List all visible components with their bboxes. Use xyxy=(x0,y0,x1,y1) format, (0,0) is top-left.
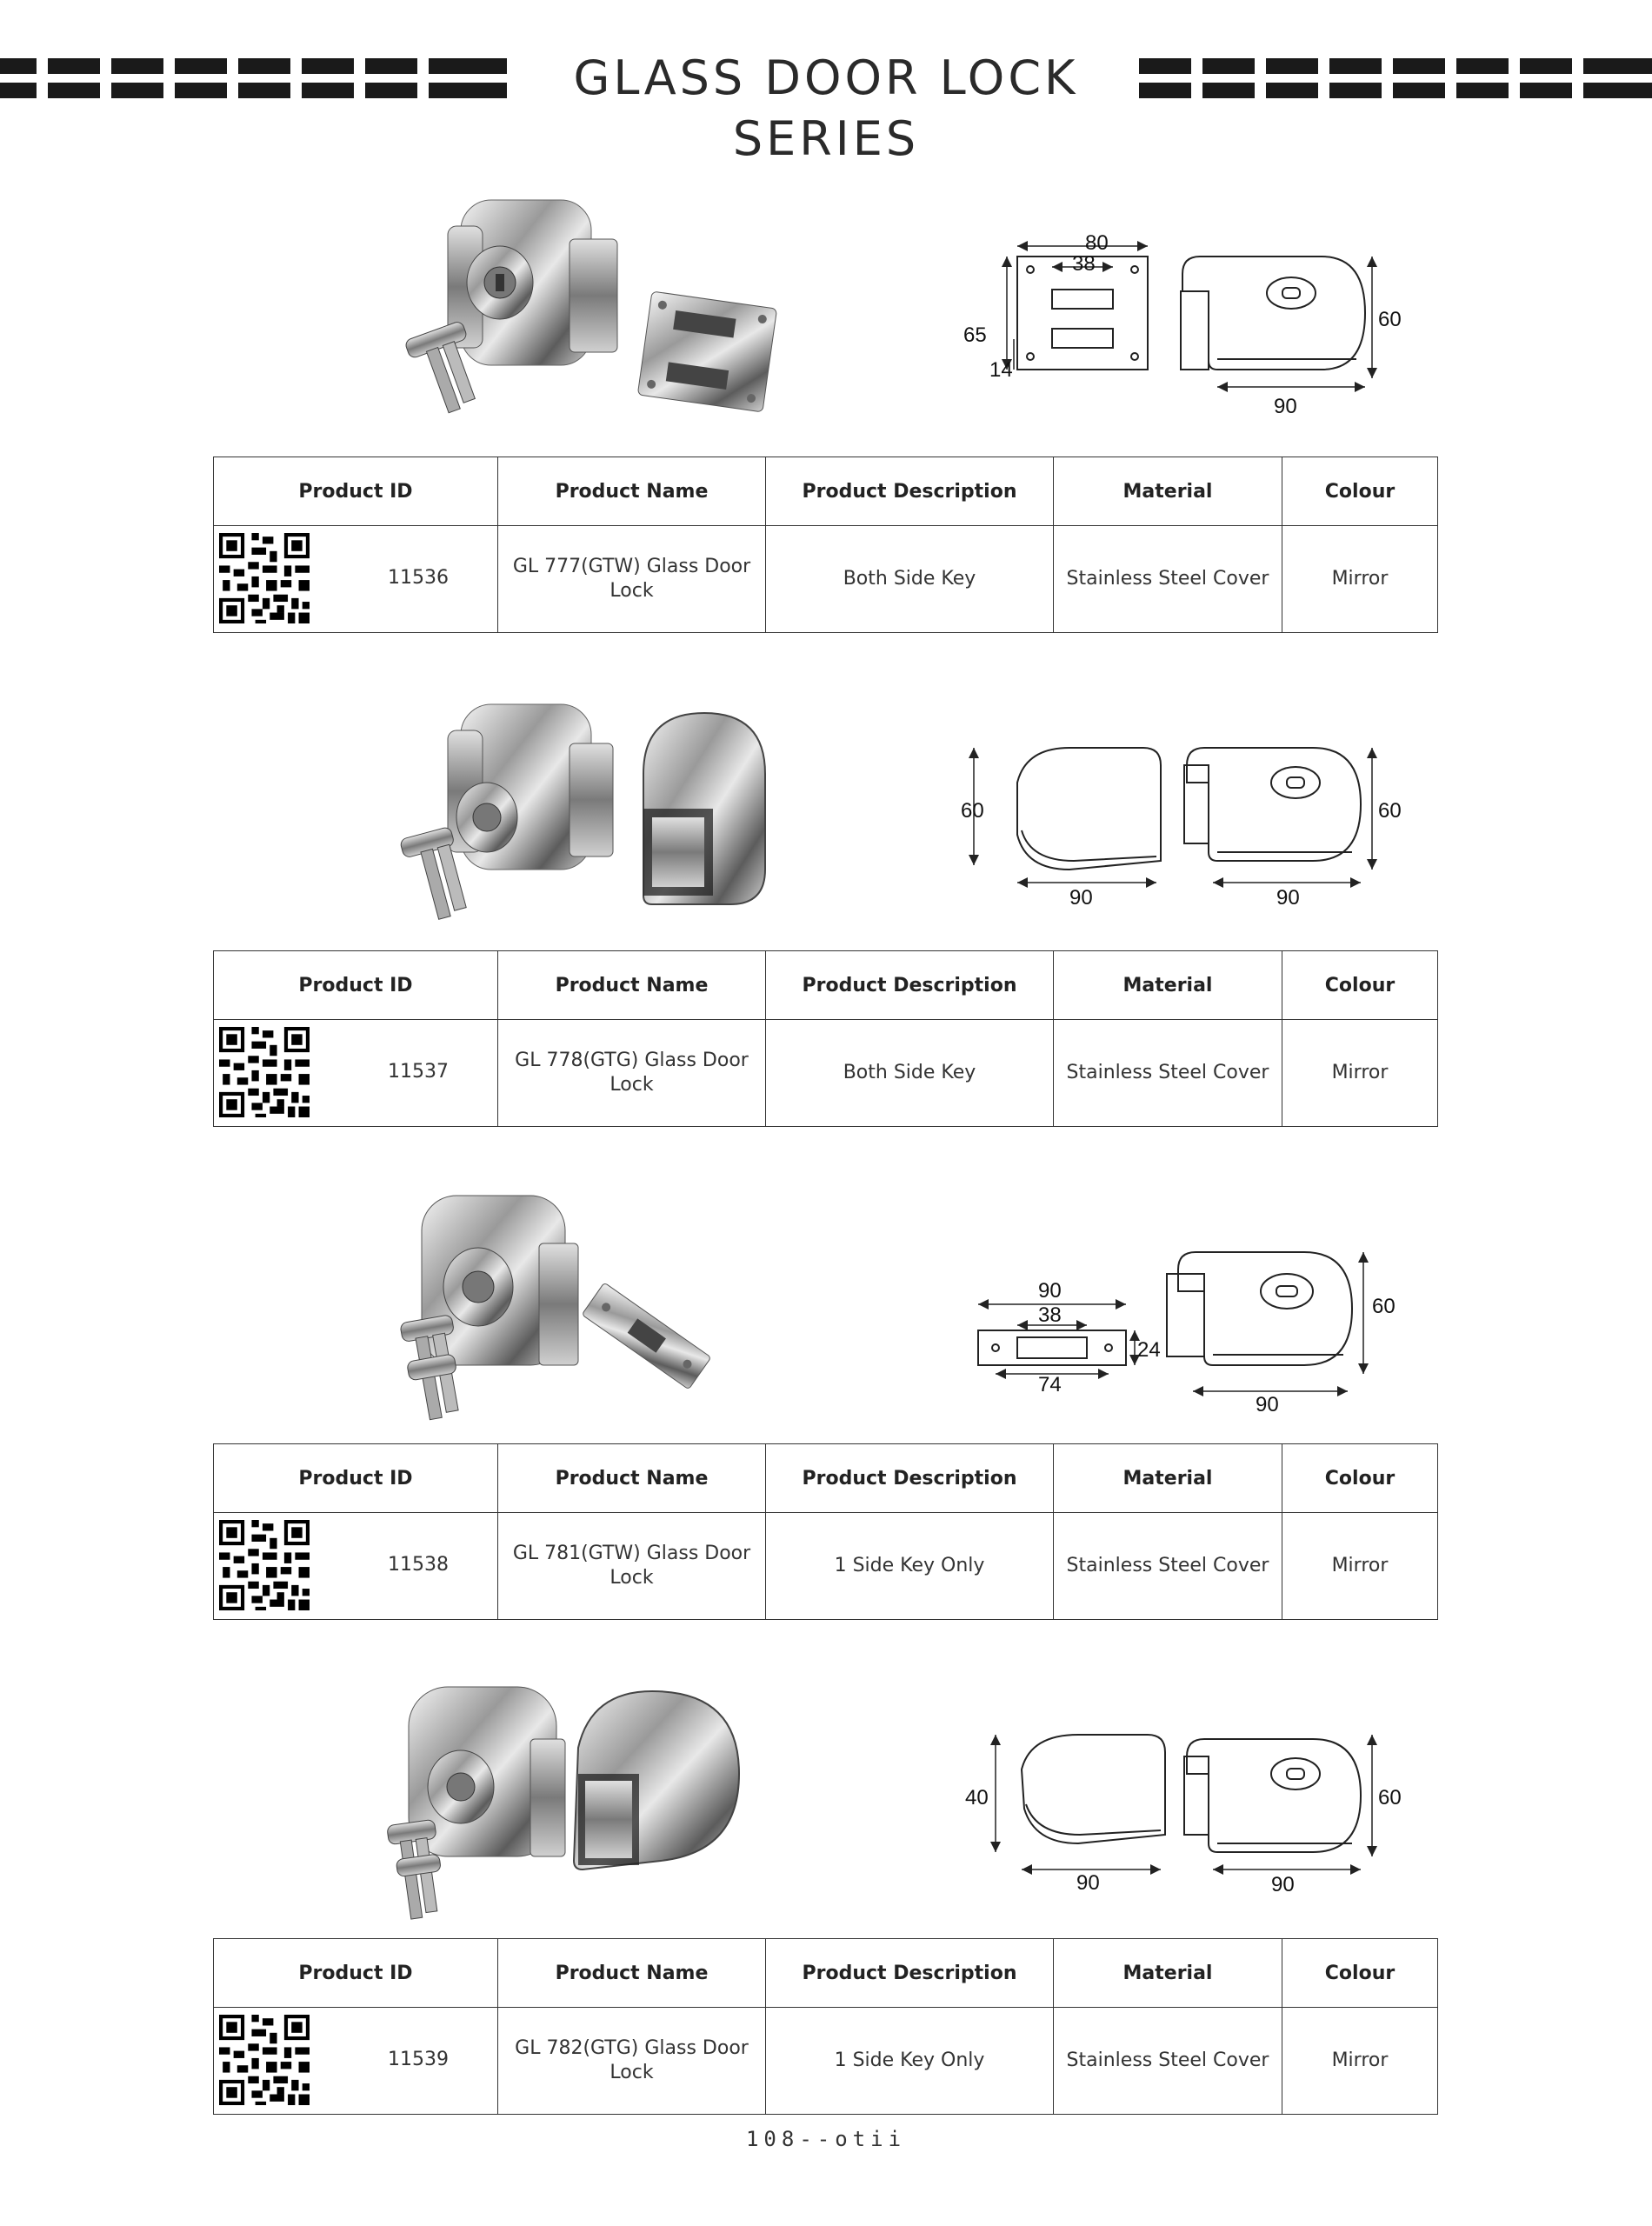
product-colour: Mirror xyxy=(1282,1020,1438,1127)
header-product-id: Product ID xyxy=(214,457,498,526)
dim-slot-width: 38 xyxy=(1038,1303,1062,1327)
table-row xyxy=(214,526,1438,633)
header-material: Material xyxy=(1054,1444,1282,1513)
page-title: GLASS DOOR LOCK SERIES xyxy=(573,50,1079,166)
product-colour: Mirror xyxy=(1282,1513,1438,1620)
product-id-cell xyxy=(214,1513,498,1620)
product-photo-11539 xyxy=(374,1678,765,1939)
dim-keeper-width: 90 xyxy=(1069,886,1093,910)
product-table-11539 xyxy=(213,1938,1438,2115)
product-id-cell xyxy=(214,2008,498,2115)
product-id: 11538 xyxy=(388,1554,449,1576)
dim-keeper-height: 40 xyxy=(965,1786,989,1809)
dim-plate-height: 65 xyxy=(963,323,987,347)
product-id: 11536 xyxy=(388,567,449,589)
header-material: Material xyxy=(1054,457,1282,526)
product-id-cell xyxy=(214,526,498,633)
dim-body-width: 90 xyxy=(1271,1873,1295,1896)
product-colour: Mirror xyxy=(1282,2008,1438,2115)
dim-keeper-width: 90 xyxy=(1076,1871,1100,1895)
dim-keeper-height: 60 xyxy=(961,799,984,823)
header-product-description: Product Description xyxy=(766,951,1054,1020)
product-description: Both Side Key xyxy=(766,1020,1054,1127)
product-name: GL 782(GTG) Glass Door Lock xyxy=(498,2008,766,2115)
header-decoration-right xyxy=(1139,58,1652,98)
dim-plate-width: 90 xyxy=(1038,1279,1062,1303)
header-decoration-left xyxy=(0,58,513,98)
dim-body-height: 60 xyxy=(1378,1786,1402,1809)
header-colour: Colour xyxy=(1282,1444,1438,1513)
dim-body-width: 90 xyxy=(1274,395,1297,418)
product-table-11536 xyxy=(213,457,1438,633)
product-table-11537 xyxy=(213,950,1438,1127)
product-description: 1 Side Key Only xyxy=(766,1513,1054,1620)
product-material: Stainless Steel Cover xyxy=(1054,526,1282,633)
header-material: Material xyxy=(1054,951,1282,1020)
qr-code-icon[interactable] xyxy=(219,2015,310,2105)
header-product-description: Product Description xyxy=(766,1444,1054,1513)
dim-slot-width: 38 xyxy=(1072,252,1096,276)
dim-body-height: 60 xyxy=(1378,308,1402,331)
table-row xyxy=(214,1020,1438,1127)
product-description: 1 Side Key Only xyxy=(766,2008,1054,2115)
qr-code-icon[interactable] xyxy=(219,1520,310,1610)
table-header-row xyxy=(214,951,1438,1020)
table-header-row xyxy=(214,1444,1438,1513)
product-name: GL 781(GTW) Glass Door Lock xyxy=(498,1513,766,1620)
product-table-11538 xyxy=(213,1443,1438,1620)
product-material: Stainless Steel Cover xyxy=(1054,1513,1282,1620)
product-colour: Mirror xyxy=(1282,526,1438,633)
header-product-description: Product Description xyxy=(766,457,1054,526)
product-photo-11536 xyxy=(365,187,800,430)
qr-code-icon[interactable] xyxy=(219,533,310,623)
dim-hole-spacing: 74 xyxy=(1038,1373,1062,1396)
product-material: Stainless Steel Cover xyxy=(1054,2008,1282,2115)
header-product-name: Product Name xyxy=(498,1939,766,2008)
dimension-drawing-11537 xyxy=(948,730,1435,930)
qr-code-icon[interactable] xyxy=(219,1027,310,1117)
product-description: Both Side Key xyxy=(766,526,1054,633)
table-row xyxy=(214,1513,1438,1620)
page-header xyxy=(0,48,1652,166)
dimension-drawing-11539 xyxy=(948,1722,1435,1922)
header-product-description: Product Description xyxy=(766,1939,1054,2008)
header-product-name: Product Name xyxy=(498,951,766,1020)
header-colour: Colour xyxy=(1282,951,1438,1020)
header-product-name: Product Name xyxy=(498,457,766,526)
dim-body-height: 60 xyxy=(1372,1295,1396,1318)
product-id: 11539 xyxy=(388,2049,449,2070)
header-product-id: Product ID xyxy=(214,1444,498,1513)
table-header-row xyxy=(214,1939,1438,2008)
dim-body-height: 60 xyxy=(1378,799,1402,823)
page-number: 108--otii xyxy=(745,2127,907,2151)
product-name: GL 777(GTW) Glass Door Lock xyxy=(498,526,766,633)
dim-slot-offset: 14 xyxy=(989,358,1013,382)
dim-plate-height: 24 xyxy=(1137,1338,1161,1362)
dim-body-width: 90 xyxy=(1276,886,1300,910)
header-colour: Colour xyxy=(1282,1939,1438,2008)
header-product-id: Product ID xyxy=(214,1939,498,2008)
dim-plate-width: 80 xyxy=(1085,231,1109,255)
header-material: Material xyxy=(1054,1939,1282,2008)
product-photo-11538 xyxy=(383,1183,765,1443)
header-colour: Colour xyxy=(1282,457,1438,526)
product-name: GL 778(GTG) Glass Door Lock xyxy=(498,1020,766,1127)
dim-body-width: 90 xyxy=(1256,1393,1279,1416)
header-product-id: Product ID xyxy=(214,951,498,1020)
product-photo-11537 xyxy=(383,696,817,930)
header-product-name: Product Name xyxy=(498,1444,766,1513)
product-id-cell xyxy=(214,1020,498,1127)
product-material: Stainless Steel Cover xyxy=(1054,1020,1282,1127)
dimension-drawing-11538 xyxy=(965,1243,1417,1426)
table-header-row xyxy=(214,457,1438,526)
table-row xyxy=(214,2008,1438,2115)
dimension-drawing-11536 xyxy=(956,230,1443,422)
product-id: 11537 xyxy=(388,1061,449,1083)
